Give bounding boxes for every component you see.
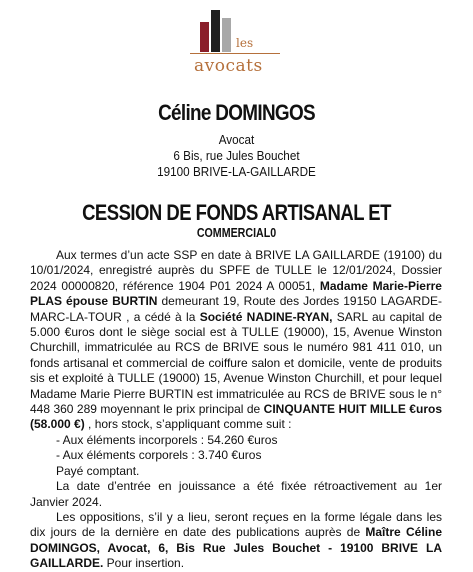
text-segment: Aux termes d’un acte SSP en date à BRIVE LA GAILLARDE (19100) du 10/01/2024, enregistré auprès du SPFE de TULLE le 12/01/2024, Dossier 2024 00000820, référence 1904 P01 2024 A 00051, bbox=[30, 248, 442, 293]
lawyer-name: Céline DOMINGOS bbox=[158, 100, 315, 125]
lawyer-role: Avocat bbox=[218, 132, 255, 147]
logo-bar-red bbox=[200, 22, 209, 52]
opposition-address: Maître Céline DOMINGOS, Avocat, 6, Bis Rue Jules Bouchet - 19100 BRIVE LA GAILLARDE. bbox=[30, 525, 442, 571]
text-segment: , hors stock, s’appliquant comme suit : bbox=[84, 417, 292, 432]
les-avocats-logo bbox=[190, 6, 280, 80]
list-item: Payé comptant. bbox=[56, 463, 140, 478]
logo-bars-icon bbox=[200, 6, 234, 52]
logo-bottom-word: avocats bbox=[194, 56, 263, 76]
text-segment: Pour insertion. bbox=[103, 556, 185, 571]
paragraph-oppositions bbox=[30, 510, 442, 572]
logo-rule bbox=[190, 53, 280, 54]
lawyer-address-line2: 19100 BRIVE-LA-GAILLARDE bbox=[157, 164, 316, 179]
text-segment: SARL au capital de 5.000 €uros dont le siège social est à TULLE (19000), 15, Avenue Winston Churchill, immatriculée au RCS de BRIVE sous le numéro 981 411 010, un fonds artisanal et commercial de coiffure salon et domicile, vente de produits sis et exploité à TULLE (19000) 15, Avenue Winston Churchill, et pour lequel Madame Marie Pierre BURTIN est immatriculée au RCS de BRIVE sous le n° 448 360 289 moyennant le prix principal de bbox=[30, 309, 443, 417]
text-segment: Les oppositions, s’il y a lieu, seront reçues en la forme légale dans les dix jours de la dernière en date des publications auprès de bbox=[30, 509, 442, 540]
text-segment: demeurant 19, Route des Jordes 19150 LAGARDE-MARC-LA-TOUR , a cédé à la bbox=[30, 294, 442, 324]
seller-name: Madame Marie-Pierre PLAS épouse BURTIN bbox=[30, 278, 442, 309]
list-item: - Aux éléments corporels : 3.740 €uros bbox=[56, 448, 262, 463]
sale-price: CINQUANTE HUIT MILLE €uros (58.000 €) bbox=[30, 402, 442, 432]
logo-bar-gray bbox=[222, 18, 231, 52]
buyer-name: Société NADINE-RYAN, bbox=[199, 309, 333, 324]
list-item: - Aux éléments incorporels : 54.260 €uros bbox=[56, 432, 278, 447]
notice-body bbox=[30, 248, 442, 572]
paragraph-sale-terms bbox=[30, 248, 442, 433]
notice-subtitle: COMMERCIAL0 bbox=[196, 225, 277, 240]
logo-top-word: les bbox=[236, 36, 254, 50]
paragraph-entry-date: La date d’entrée en jouissance a été fixée rétroactivement au 1er Janvier 2024. bbox=[30, 479, 442, 509]
notice-title: CESSION DE FONDS ARTISANAL ET bbox=[82, 200, 391, 225]
logo-bar-dark bbox=[211, 10, 220, 52]
lawyer-address-line1: 6 Bis, rue Jules Bouchet bbox=[173, 148, 300, 163]
